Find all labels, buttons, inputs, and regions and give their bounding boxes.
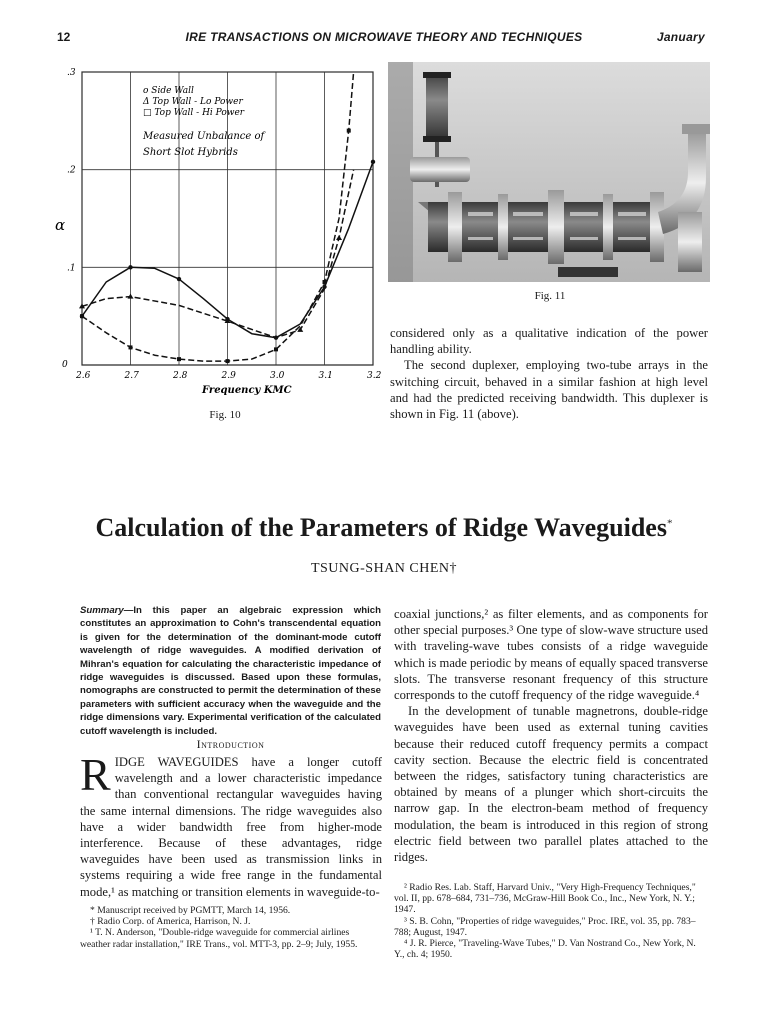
data-point [226, 359, 230, 363]
x-tick-label: 3.0 [270, 371, 285, 381]
journal-title: IRE TRANSACTIONS ON MICROWAVE THEORY AND TECHNIQUES [185, 30, 583, 44]
data-point [323, 280, 327, 284]
footnotes-left [80, 905, 382, 950]
tube-coil [426, 72, 448, 142]
article-author: TSUNG-SHAN CHEN† [310, 561, 458, 576]
article-title: Calculation of the Parameters of Ridge Waveguides* [95, 513, 673, 542]
x-tick-label: 3.2 [367, 371, 382, 381]
paragraph: coaxial junctions,² as filter elements, and as components for other special purposes.³ One type of slow-wave structure used with traveling-wave tubes consists of a ridge waveguide which is made periodic by means of equally spaced transverse slots. The transverse resonant frequency of this structure corresponds to the cutoff frequency of the ridge waveguide.⁴ [394, 607, 708, 703]
x-tick-label: 2.7 [124, 371, 139, 381]
legend-top-lo: Δ Top Wall - Lo Power [143, 97, 243, 107]
paragraph: In the development of tunable magnetrons, double-ridge waveguides have been used as external tuning cavities because their reduced cutoff frequency permits a compact cavity section. Because the electric field is concentrated between the ridges, satisfactory tuning characteristics are obtained by means of a plunger which short-circuits the narrow gap. In the electron-beam method of frequency modulation, the beam is introduced in this region of strong electric field between two parallel plates attached to the ridges. [394, 704, 708, 865]
footnote: ¹ T. N. Anderson, "Double-ridge waveguide for commercial airlines weather radar installation," IRE Trans., vol. MTT-3, pp. 2–9; July, 1955. [80, 927, 358, 950]
footnotes-right [394, 882, 708, 960]
section-heading-introduction: Introduction [196, 737, 265, 751]
chart-note-line2: Short Slot Hybrids [143, 147, 238, 158]
y-axis-label: α [55, 216, 66, 234]
footnote: * Manuscript received by PGMTT, March 14, 1956. [90, 905, 291, 916]
fig11-caption: Fig. 11 [534, 290, 566, 302]
drop-cap: R [80, 749, 111, 800]
series-line [82, 170, 354, 338]
y-tick-label: .1 [67, 263, 76, 274]
data-point [80, 314, 84, 318]
data-point [177, 277, 181, 281]
zero-label: 0 [62, 360, 68, 370]
summary-label: Summary [80, 605, 124, 616]
footnote: ⁴ J. R. Pierce, "Traveling-Wave Tubes," D. Van Nostrand Co., New York, N. Y., ch. 4; 1950. [394, 938, 696, 961]
fig11-photo [388, 62, 710, 282]
footnote: † Radio Corp. of America, Harrison, N. J. [90, 916, 251, 928]
right-column-body [394, 606, 708, 865]
y-tick-label: .2 [67, 165, 76, 176]
title-footnote-mark: * [666, 517, 673, 530]
x-tick-label: 3.1 [318, 371, 333, 381]
x-tick-label: 2.8 [173, 371, 188, 381]
chart-note-line1: Measured Unbalance of [143, 131, 265, 142]
paragraph: considered only as a qualitative indication of the power handling ability. [390, 326, 708, 357]
page-number: 12 [57, 30, 71, 44]
intro-paragraph: RIDGE WAVEGUIDES have a longer cutoff wavelength and a lower characteristic impedance than conventional rectangular waveguides having the same internal dimensions. The ridge waveguides also have a wider bandwidth free from higher-mode interference. Because of these advantages, ridge waveguides have been used as transmission links in systems requiring a wide free range in the fundamental mode,¹ as matching or transition elements in waveguide-to- [80, 749, 382, 899]
legend-side-wall: o Side Wall [143, 86, 194, 96]
data-point [128, 265, 132, 269]
data-point [177, 357, 181, 361]
x-axis-label: Frequency KMC [202, 385, 292, 396]
paragraph: The second duplexer, employing two-tube arrays in the switching circuit, behaved in a similar fashion at high level and had the predicted receiving bandwidth. This duplexer is shown in Fig. 11 (above). [390, 358, 708, 422]
x-tick-label: 2.6 [76, 371, 91, 381]
x-tick-label: 2.9 [221, 371, 236, 381]
footnote: ² Radio Res. Lab. Staff, Harvard Univ., "Very High-Frequency Techniques," vol. II, pp. 678–684, 731–736, McGraw-Hill Book Co., Inc., New York, N. Y.; 1947. [394, 882, 696, 916]
duplexer-body [428, 202, 658, 252]
legend-top-hi: □ Top Wall - Hi Power [143, 108, 245, 118]
data-point [129, 345, 133, 349]
data-point [336, 235, 342, 240]
footnote: ³ S. B. Cohn, "Properties of ridge waveguides," Proc. IRE, vol. 35, pp. 783–788; August, 1947. [394, 915, 696, 938]
chart-legend [142, 86, 267, 158]
data-point [371, 160, 375, 164]
fig10-chart [55, 60, 385, 400]
data-point [347, 129, 351, 133]
summary: Summary—In this paper an algebraic expression which constitutes an approximation to Cohn's transcendental equation is given for the determination of the dominant-mode cutoff wavelength of ridge waveguides. A modified derivation of Mihran's equation for calculating the characteristic impedance of ridge waveguides is discussed. Based upon these formulas, nomographs are constructed to permit the determination of these parameters with sufficient accuracy when the waveguide and the ridge dimensions vary. Experimental verification of the calculated cutoff wavelength is included. [80, 605, 381, 737]
data-point [274, 347, 278, 351]
fig10-caption: Fig. 10 [209, 409, 241, 421]
right-column-continued [390, 325, 708, 422]
y-tick-label: .3 [67, 68, 76, 78]
issue-month: January [656, 30, 705, 44]
